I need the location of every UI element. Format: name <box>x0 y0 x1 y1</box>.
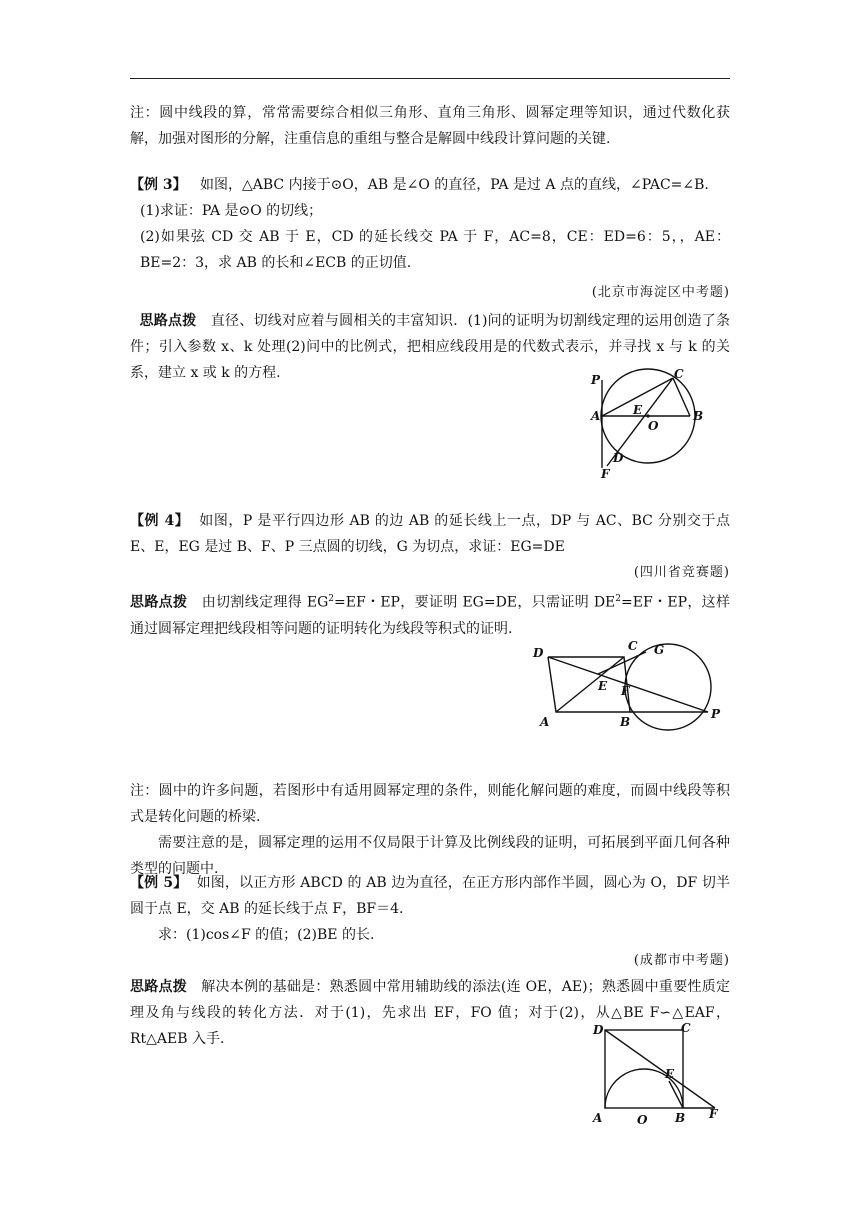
fig5-label-o: O <box>637 1113 648 1127</box>
example-4-hint-label: 思路点拨 <box>130 594 188 611</box>
note-2 <box>130 778 730 882</box>
fig4-label-f: F <box>621 684 630 698</box>
fig3-label-o: O <box>648 419 659 433</box>
fig5-label-d: D <box>593 1023 604 1037</box>
example-4-label: 【例 4】 <box>130 513 190 529</box>
example-4-hint-part1: 由切割线定理得 EG <box>201 594 329 611</box>
example-3-label: 【例 3】 <box>130 177 187 193</box>
example-3 <box>130 172 730 386</box>
example-5-hint: 解决本例的基础是：熟悉圆中常用辅助线的添法(连 OE，AE)；熟悉圆中重要性质定理及角与线段的转化方法．对于(1)，先求出 EF，FO 值；对于(2)，从△BE F∽△EAF，Rt△AEB 入手. <box>130 979 730 1047</box>
fig3-label-c: C <box>674 368 684 381</box>
example-4-hint-part2: =EF・EP，要证明 EG=DE，只需证明 DE <box>334 594 616 611</box>
example-5-stem: 如图，以正方形 ABCD 的 AB 边为直径，在正方形内部作半圆，圆心为 O，DF 切半圆于点 E，交 AB 的延长线于点 F，BF＝4. <box>130 875 731 917</box>
fig3-label-b: B <box>693 409 704 423</box>
example-4-hint-sup1: 2 <box>328 594 334 604</box>
fig4-label-p: P <box>711 707 721 721</box>
example-5-source: (成都市中考题) <box>633 953 730 968</box>
fig4-label-d: D <box>533 646 544 660</box>
figure-example-3 <box>585 368 705 484</box>
example-3-source: (北京市海淀区中考题) <box>591 285 730 300</box>
figure-example-4 <box>528 632 728 746</box>
example-5-label: 【例 5】 <box>130 875 188 891</box>
example-4-hint-part3: =EF・EP，这样通过圆幂定理把线段相等问题的证明转化为线段等积式的证明. <box>130 594 731 637</box>
fig4-label-b: B <box>620 715 631 729</box>
fig3-label-f: F <box>601 467 610 480</box>
note-1-text: 注：圆中线段的算，常常需要综合相似三角形、直角三角形、圆幂定理等知识，通过代数化获解，加强对图形的分解，注重信息的重组与整合是解圆中线段计算问题的关键. <box>130 105 730 147</box>
example-4-source: (四川省竞赛题) <box>633 565 730 580</box>
fig3-label-d: D <box>613 451 624 465</box>
note-3-text: 需要注意的是，圆幂定理的运用不仅局限于计算及比例线段的证明，可拓展到平面几何各种类型的问题中. <box>130 835 730 877</box>
fig5-label-b: B <box>675 1111 686 1125</box>
fig5-label-a: A <box>593 1111 603 1125</box>
fig3-label-a: A <box>591 409 601 423</box>
example-5-ask: 求：(1)cos∠F 的值；(2)BE 的长. <box>158 927 375 943</box>
note-2-text: 注：圆中的许多问题，若图形中有适用圆幂定理的条件，则能化解问题的难度，而圆中线段等积式是转化问题的桥梁. <box>130 783 730 825</box>
fig3-label-p: P <box>591 373 601 387</box>
example-5-hint-label: 思路点拨 <box>130 979 188 995</box>
example-4-hint-sup2: 2 <box>615 594 622 604</box>
example-4 <box>130 508 730 642</box>
example-3-stem: 如图，△ABC 内接于⊙O，AB 是∠O 的直径，PA 是过 A 点的直线，∠PAC=∠B. <box>199 177 709 193</box>
example-4-stem: 如图，P 是平行四边形 AB 的边 AB 的延长线上一点，DP 与 AC、BC 分别交于点 E、E，EG 是过 B、F、P 三点圆的切线，G 为切点，求证：EG=DE <box>130 513 731 555</box>
fig5-label-f: F <box>709 1107 718 1121</box>
figure-example-5 <box>585 1018 725 1132</box>
example-3-q2: (2)如果弦 CD 交 AB 于 E，CD 的延长线交 PA 于 F，AC=8，CE：ED=6：5，，AE：BE=2：3，求 AB 的长和∠ECB 的正切值. <box>140 229 730 271</box>
header-rule <box>130 78 730 79</box>
fig3-label-e: E <box>633 403 643 417</box>
fig4-label-e: E <box>598 679 608 693</box>
fig4-label-g: G <box>654 643 665 657</box>
fig5-label-e: E <box>665 1067 675 1081</box>
fig4-label-c: C <box>628 639 638 653</box>
note-1 <box>130 100 730 152</box>
example-3-q1: (1)求证：PA 是⊙O 的切线； <box>140 203 323 219</box>
example-3-hint-label: 思路点拨 <box>139 313 197 329</box>
fig4-label-a: A <box>540 715 550 729</box>
example-3-hint: 直径、切线对应着与圆相关的丰富知识．(1)问的证明为切割线定理的运用创造了条件；引入参数 x、k 处理(2)问中的比例式，把相应线段用是的代数式表示，并寻找 x 与 k 的关系，建立 x 或 k 的方程. <box>130 313 731 381</box>
fig5-label-c: C <box>681 1021 691 1035</box>
